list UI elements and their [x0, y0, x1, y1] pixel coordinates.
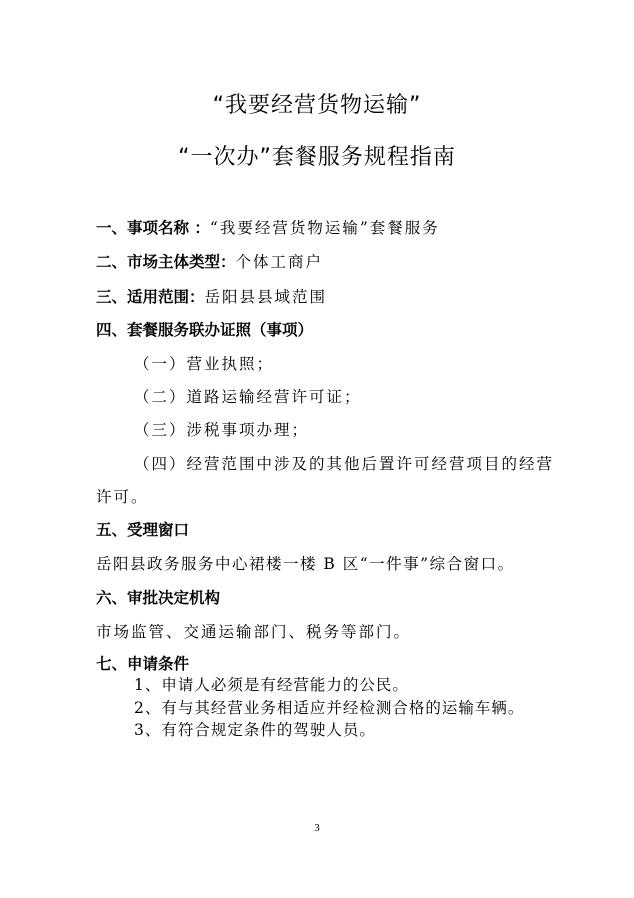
section-7-item: 2、有与其经营业务相适应并经检测合格的运输车辆。	[134, 699, 525, 717]
section-4-item-continuation: 许可。	[96, 488, 149, 506]
section-2-heading: 二、市场主体类型：	[96, 253, 236, 271]
section-5-heading: 五、受理窗口	[96, 521, 190, 539]
section-3	[96, 285, 327, 307]
section-4-item: （四）经营范围中涉及的其他后置许可经营项目的经营	[134, 455, 555, 473]
section-4-heading: 四、套餐服务联办证照（事项）	[96, 321, 314, 339]
section-2-text: 个体工商户	[235, 253, 324, 271]
section-1-heading: 一、事项名称 ：	[96, 219, 210, 237]
section-7-item: 3、有符合规定条件的驾驶人员。	[134, 721, 376, 739]
section-4-item: （一）营业执照；	[134, 355, 275, 373]
section-7-item: 1、申请人必须是有经营能力的公民。	[134, 676, 409, 694]
document-title-line-1: “我要经营货物运输”	[212, 93, 422, 118]
section-6-heading: 六、审批决定机构	[96, 589, 221, 607]
section-2	[96, 250, 323, 272]
section-1-text: “我要经营货物运输”套餐服务	[209, 219, 440, 237]
section-4-item: （二）道路运输经营许可证；	[134, 388, 362, 406]
section-5-text: 岳阳县政务服务中心裙楼一楼 B 区“一件事”综合窗口。	[96, 555, 515, 573]
document-title-line-2: “一次办”套餐服务规程指南	[178, 145, 456, 170]
section-3-text: 岳阳县县域范围	[204, 288, 328, 306]
page-number: 3	[314, 822, 320, 834]
section-1	[96, 216, 440, 238]
section-3-heading: 三、适用范围：	[96, 288, 205, 306]
section-7-heading: 七、申请条件	[96, 655, 190, 673]
section-4-item: （三）涉税事项办理；	[134, 421, 310, 439]
section-6-text: 市场监管、交通运输部门、税务等部门。	[96, 623, 412, 641]
